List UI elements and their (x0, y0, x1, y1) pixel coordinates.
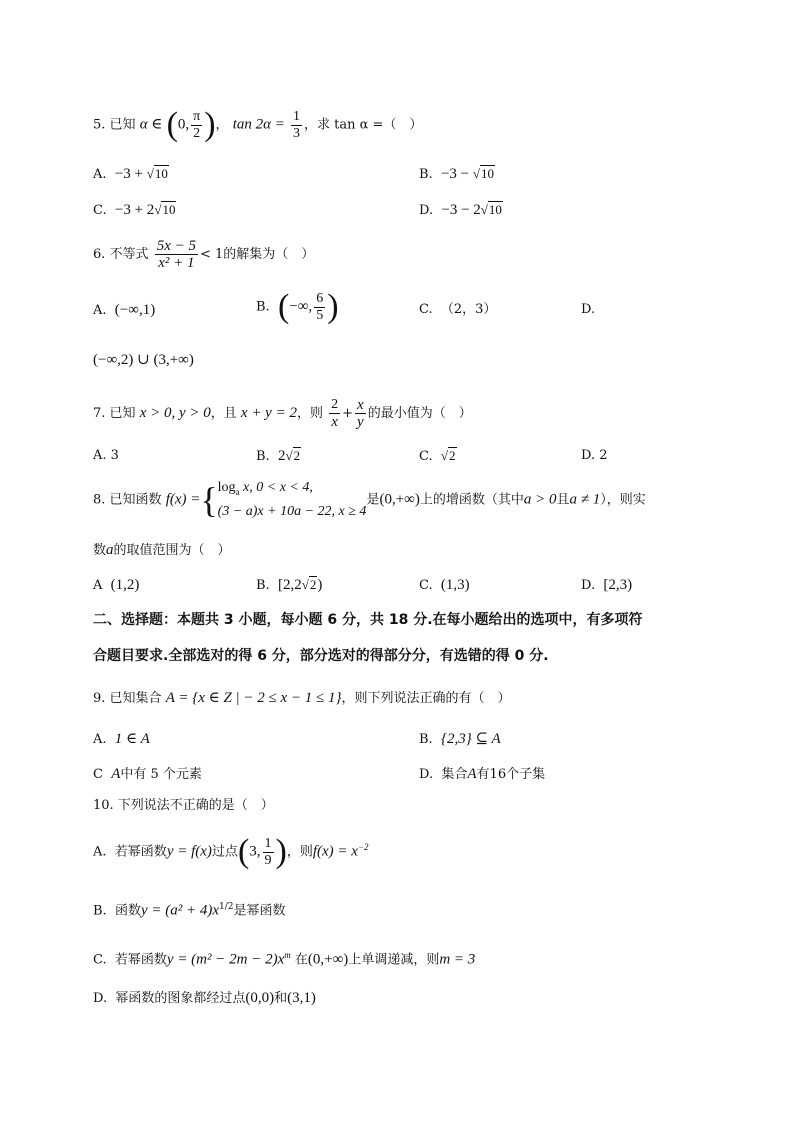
q10-c-text3: 上单调递减，则 (348, 952, 440, 968)
q7-option-a[interactable] (93, 446, 119, 466)
q10-a-label: A. (93, 844, 107, 860)
q5-option-c[interactable] (93, 200, 176, 221)
q6-d-value: (−∞,2) ∪ (3,+∞) (93, 352, 194, 368)
q5-c-radicand: 10 (162, 202, 176, 217)
q7-option-d[interactable] (581, 446, 608, 466)
q9-d-label: D. (419, 767, 434, 782)
q8-stem-line2 (93, 540, 231, 561)
q8-line2c: 的取值范围为（ ） (113, 543, 231, 558)
q8-fx: f(x) = (165, 491, 201, 508)
q6-numerator: 5x − 5 (156, 238, 196, 254)
q7-f2-num: x (357, 397, 364, 413)
q5-a-label: A. (93, 167, 107, 182)
q7-stem (93, 397, 472, 430)
q10-a-text1: 若幂函数 (114, 844, 167, 860)
q7-c-sqrt: √2 (440, 448, 456, 463)
q10-option-c[interactable] (93, 945, 475, 970)
q8-case1-base: a (235, 486, 240, 497)
q7-d-value: 2 (599, 448, 608, 463)
q9-c-math: A (111, 766, 121, 782)
q8-d-value: [2,3) (603, 577, 633, 593)
q8-a-label: A (93, 578, 103, 593)
q5-one-third (291, 109, 302, 142)
q6-b-num: 6 (316, 290, 324, 306)
q8-b-pre: [2,2 (277, 577, 302, 593)
q7-frac-1 (329, 397, 340, 430)
q10-stem: 10. 下列说法不正确的是（ ） (93, 798, 274, 813)
q5-tail: ，求 tan α =（ ） (304, 117, 423, 133)
q10-b-text2: 是幂函数 (233, 903, 286, 919)
q10-b-math: y = (a² + 4)x (140, 902, 220, 919)
q5-a-radicand: 10 (154, 166, 168, 181)
q9-option-b[interactable] (419, 729, 501, 750)
q7-c-radicand: 2 (449, 448, 456, 463)
q10-d-text1: 幂函数的图象都经过点 (115, 991, 246, 1006)
q6-b-den: 5 (316, 307, 324, 323)
q5-b-radicand: 10 (481, 166, 495, 181)
q8-tail1: 是 (366, 492, 380, 508)
q6-tail: < 1的解集为（ ） (199, 247, 315, 262)
q10-b-label: B. (93, 903, 107, 919)
q9-a-value: 1 ∈ A (114, 731, 150, 747)
q9-tail: ，则下列说法正确的有（ ） (341, 691, 511, 706)
q5-option-b[interactable] (419, 164, 495, 185)
q9-d-math: A (467, 766, 477, 782)
q5-d-radicand: 10 (488, 202, 502, 217)
q6-b-pre: −∞, (289, 298, 313, 315)
q6-stem (93, 238, 314, 271)
q10-c-label: C. (93, 952, 107, 968)
q9-set: A = {x ∈ Z | − 2 ≤ x − 1 ≤ 1} (165, 690, 342, 706)
q5-three: 3 (293, 125, 301, 141)
q8-tail2: 上的增函数（其中 (419, 492, 524, 508)
q10-a-text3: ，则 (286, 844, 313, 860)
q9-c-text: 中有 5 个元素 (120, 767, 202, 782)
q6-a-label: A. (93, 303, 107, 318)
q10-c-text2: 在 (294, 952, 308, 968)
q7-prefix: 7. 已知 (93, 406, 136, 421)
q5-pi: π (193, 108, 201, 124)
q5-a-value: −3 + (114, 166, 147, 182)
q7-tail: 的最小值为（ ） (367, 406, 472, 421)
q6-b-close: ) (327, 288, 339, 325)
q8-a-value: (1,2) (110, 577, 140, 593)
q10-a-den: 9 (264, 852, 272, 868)
q8-option-d[interactable] (581, 575, 632, 596)
q7-d-label: D. (581, 448, 596, 463)
q9-prefix: 9. 已知集合 (93, 691, 162, 706)
q6-b-label: B. (256, 299, 270, 315)
q8-line2b: a (106, 542, 114, 558)
q7-frac-2 (355, 397, 366, 430)
q5-comma: ， (215, 117, 229, 133)
q9-d-text1: 集合 (441, 767, 468, 782)
q7-a-label: A. (93, 448, 107, 463)
q5-pi-over-2 (191, 109, 202, 142)
q10-d-label: D. (93, 991, 108, 1006)
q5-c-sqrt: √10 (154, 202, 176, 217)
q5-zero: 0, (177, 116, 190, 133)
q10-a-open: ( (237, 833, 250, 870)
q10-a-pre: 3, (249, 843, 261, 860)
q8-brace: { (200, 479, 218, 520)
q10-d-p2: (3,1) (287, 990, 316, 1006)
q10-option-b[interactable] (93, 897, 286, 921)
q9-option-d[interactable] (419, 764, 545, 785)
q5-option-a[interactable] (93, 164, 169, 185)
q9-a-label: A. (93, 732, 107, 747)
q9-b-label: B. (419, 732, 433, 747)
q8-option-a[interactable] (93, 575, 139, 596)
q6-d-label: D. (581, 302, 596, 317)
q8-cond2: a ≠ 1 (569, 491, 601, 508)
q5-one: 1 (293, 108, 301, 124)
q9-b-value: {2,3} ⊆ A (440, 731, 501, 747)
q5-b-value: −3 − (440, 166, 473, 182)
q5-stem (93, 108, 422, 142)
q9-stem (93, 688, 511, 709)
q10-a-math2: f(x) = x (312, 843, 358, 860)
q7-f1-num: 2 (331, 397, 339, 412)
q6-prefix: 6. 不等式 (93, 247, 149, 262)
q7-b-label: B. (256, 449, 270, 464)
q9-option-c[interactable] (93, 764, 202, 785)
q6-option-c[interactable] (419, 300, 496, 320)
q6-b-fraction (314, 291, 325, 324)
q8-interval: (0,+∞) (379, 491, 420, 508)
q6-c-label: C. (419, 302, 433, 317)
q6-denominator: x² + 1 (158, 255, 195, 271)
section-2-heading-line2: 合题目要求.全部选对的得 6 分，部分选对的得部分分，有选错的得 0 分. (93, 648, 549, 664)
q5-d-label: D. (419, 203, 434, 218)
q7-c-label: C. (419, 449, 433, 464)
q7-f1-den: x (331, 414, 338, 430)
q7-sum: x + y = 2 (240, 405, 297, 421)
q6-option-d-value (93, 350, 194, 371)
q10-a-text2: 过点 (211, 844, 238, 860)
q8-c-value: (1,3) (440, 577, 470, 593)
q10-option-d[interactable] (93, 988, 316, 1009)
q6-a-value: (−∞,1) (114, 302, 156, 318)
q6-fraction (155, 238, 198, 271)
q8-case-1 (218, 478, 367, 502)
q5-d-sqrt: √10 (480, 202, 502, 217)
q8-prefix: 8. 已知函数 (93, 492, 162, 508)
q7-option-b[interactable] (256, 446, 301, 467)
q6-c-value: （2，3） (440, 302, 497, 317)
q5-option-d[interactable] (419, 200, 503, 221)
q10-d-p1: (0,0) (245, 990, 275, 1006)
q10-a-math1: y = f(x) (166, 843, 212, 860)
q8-b-sqrt: √2 (301, 577, 317, 592)
q8-case1-rest: x, 0 < x < 4, (239, 480, 313, 495)
q7-b-pre: 2 (277, 448, 286, 464)
q8-option-b[interactable] (256, 575, 322, 596)
q7-b-sqrt: √2 (285, 448, 301, 463)
q7-a-value: 3 (110, 448, 119, 463)
q5-b-label: B. (419, 167, 433, 182)
q10-c-cond: m = 3 (439, 951, 476, 968)
q5-two: 2 (193, 125, 201, 141)
q7-condition: x > 0, y > 0 (139, 405, 211, 421)
q10-b-exp: 1/2 (219, 902, 234, 912)
q10-c-text1: 若幂函数 (114, 952, 167, 968)
q5-alpha-in: α ∈ (139, 116, 163, 133)
q9-c-label: C (93, 767, 103, 782)
q8-b-radicand: 2 (309, 577, 317, 592)
q9-d-text2: 有16个子集 (476, 767, 546, 782)
q6-option-b[interactable] (256, 290, 339, 324)
section-2-heading-line1: 二、选择题：本题共 3 小题，每小题 6 分，共 18 分.在每小题给出的选项中，有多项符 (93, 612, 643, 628)
q10-option-a[interactable] (93, 835, 369, 869)
q7-f2-den: y (357, 414, 364, 430)
q5-prefix: 5. 已知 (93, 117, 136, 133)
q6-option-d[interactable] (581, 300, 595, 320)
q10-a-exp: −2 (357, 842, 369, 853)
q5-c-value: −3 + 2 (114, 202, 155, 218)
q10-c-exp: m (284, 950, 291, 960)
q8-b-label: B. (256, 578, 270, 593)
q10-a-close: ) (275, 833, 287, 870)
q8-line2a: 数 (93, 543, 107, 558)
q5-b-sqrt: √10 (472, 166, 495, 181)
q8-case-2: (3 − a)x + 10a − 22, x ≥ 4 (217, 503, 367, 519)
q7-b-radicand: 2 (293, 448, 301, 463)
q8-cases (218, 478, 367, 522)
q10-d-text2: 和 (274, 991, 288, 1006)
q10-c-interval: (0,+∞) (307, 951, 349, 968)
q5-c-label: C. (93, 203, 107, 218)
q8-tail4: ），则实 (600, 492, 646, 508)
q7-then: ，则 (296, 406, 323, 421)
q10-a-fraction (263, 836, 274, 869)
q5-a-sqrt: √10 (146, 166, 168, 181)
q10-c-math: y = (m² − 2m − 2)x (166, 951, 285, 968)
q8-tail3: 且 (556, 492, 570, 508)
q5-d-value: −3 − 2 (441, 202, 481, 218)
q5-tan2a: tan 2α = (232, 116, 285, 133)
q5-close-paren: ) (204, 106, 216, 143)
q8-d-label: D. (581, 578, 596, 593)
q8-cond1: a > 0 (523, 491, 557, 508)
q8-case1-log: log (217, 480, 236, 495)
q10-b-text1: 函数 (114, 903, 141, 919)
q6-option-a[interactable] (93, 300, 155, 321)
q8-c-label: C. (419, 578, 433, 593)
q7-mid: ，且 (210, 406, 237, 421)
q10-a-num: 1 (264, 835, 272, 851)
q7-option-c[interactable] (419, 446, 457, 467)
q8-b-post: ) (317, 577, 323, 593)
q8-stem (93, 478, 646, 522)
q7-plus: + (342, 406, 354, 421)
q9-option-a[interactable] (93, 729, 150, 750)
q6-b-open: ( (277, 288, 290, 325)
q5-open-paren: ( (166, 106, 178, 143)
q8-option-c[interactable] (419, 575, 470, 596)
